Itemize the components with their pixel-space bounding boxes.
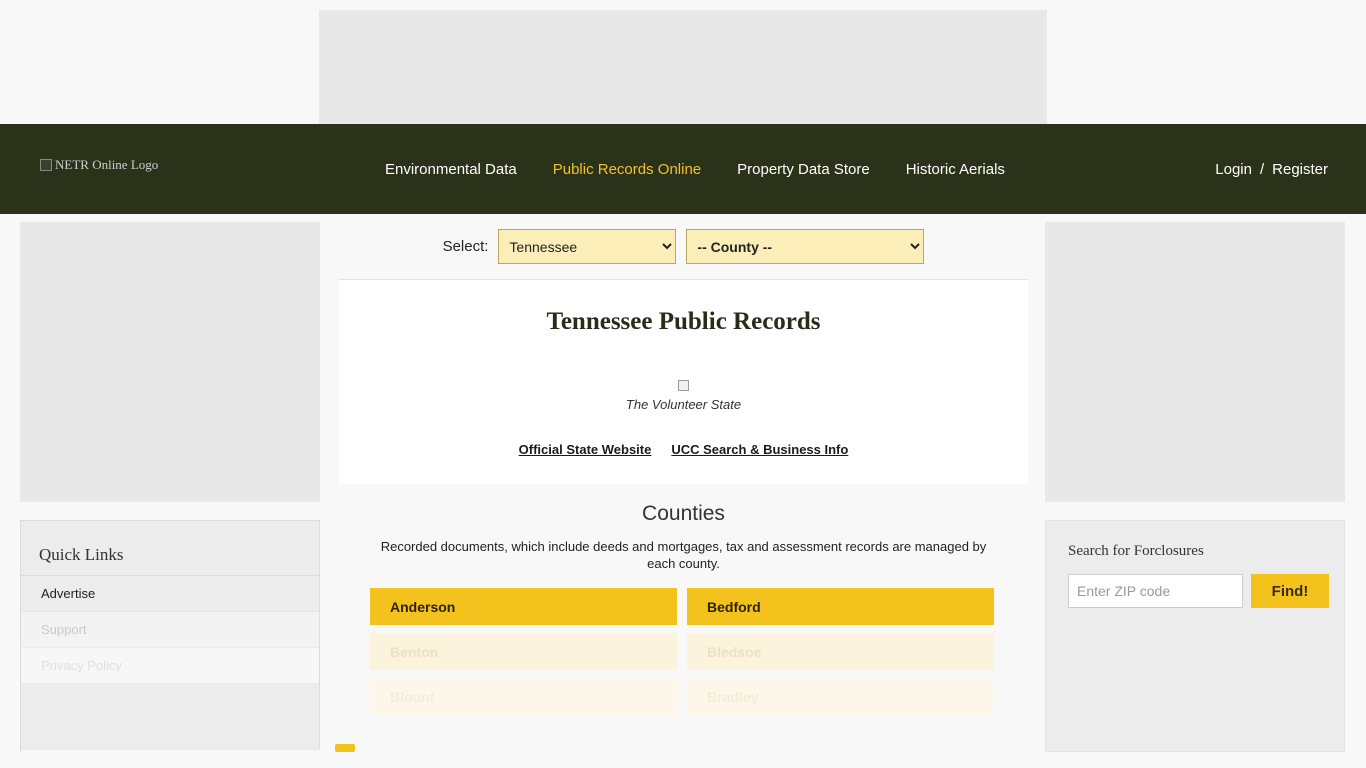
counties-heading: Counties (642, 502, 725, 525)
foreclosure-search-panel (1045, 520, 1345, 752)
top-advertisement-banner[interactable] (319, 10, 1047, 124)
quick-link-support[interactable]: Support (21, 611, 319, 647)
foreclosure-search-title: Search for Forclosures (1068, 543, 1204, 559)
account-links (1215, 124, 1328, 214)
nav-item-historic-aerials[interactable]: Historic Aerials (905, 160, 1005, 178)
zip-code-input[interactable] (1068, 574, 1243, 608)
site-logo-alt-text: NETR Online Logo (55, 157, 159, 172)
quick-links-panel-footer (21, 749, 321, 768)
quick-link-advertise[interactable]: Advertise (21, 575, 319, 611)
official-state-website-link[interactable]: Official State Website (518, 442, 652, 457)
quick-link-privacy-policy[interactable]: Privacy Policy (21, 647, 319, 683)
state-select[interactable] (498, 229, 676, 264)
page-content (0, 214, 1366, 752)
county-item-bedford[interactable]: Bedford (687, 588, 994, 625)
nav-item-environmental-data[interactable]: Environmental Data (385, 160, 517, 178)
county-list (339, 588, 1028, 715)
county-item-bradley[interactable]: Bradley (687, 678, 994, 715)
site-logo[interactable] (40, 157, 158, 173)
state-flag-image (678, 380, 689, 391)
left-advertisement[interactable] (20, 222, 320, 502)
ucc-search-link[interactable]: UCC Search & Business Info (671, 442, 849, 457)
quick-links-title: Quick Links (39, 545, 124, 564)
nav-separator: / (1259, 160, 1265, 178)
nav-item-property-data-store[interactable]: Property Data Store (737, 160, 870, 178)
county-item-bledsoe[interactable]: Bledsoe (687, 633, 994, 670)
page-title: Tennessee Public Records (546, 308, 821, 335)
center-column (339, 214, 1028, 752)
county-item-anderson[interactable]: Anderson (370, 588, 677, 625)
counties-description: Recorded documents, which include deeds and mortgages, tax and assessment records are managed by each county. (380, 539, 987, 571)
nav-item-public-records-online[interactable]: Public Records Online (552, 160, 702, 178)
county-item-blount[interactable]: Blount (370, 678, 677, 715)
select-label: Select: (442, 238, 489, 255)
state-county-selector (339, 214, 1028, 280)
foreclosure-search-row (1068, 574, 1344, 608)
find-button[interactable]: Find! (1251, 574, 1329, 608)
broken-image-icon (40, 159, 52, 171)
main-navigation-bar (0, 124, 1366, 214)
county-select[interactable] (686, 229, 924, 264)
nav-links (367, 124, 1023, 214)
login-link[interactable]: Login (1215, 160, 1252, 178)
right-advertisement[interactable] (1045, 222, 1345, 502)
county-item-benton[interactable]: Benton (370, 633, 677, 670)
scroll-indicator (335, 744, 355, 752)
state-info-card (339, 280, 1028, 484)
quick-links-panel (20, 520, 320, 752)
top-ad-container (0, 0, 1366, 124)
state-nickname: The Volunteer State (625, 397, 742, 412)
state-external-links (519, 442, 849, 457)
register-link[interactable]: Register (1272, 160, 1328, 178)
